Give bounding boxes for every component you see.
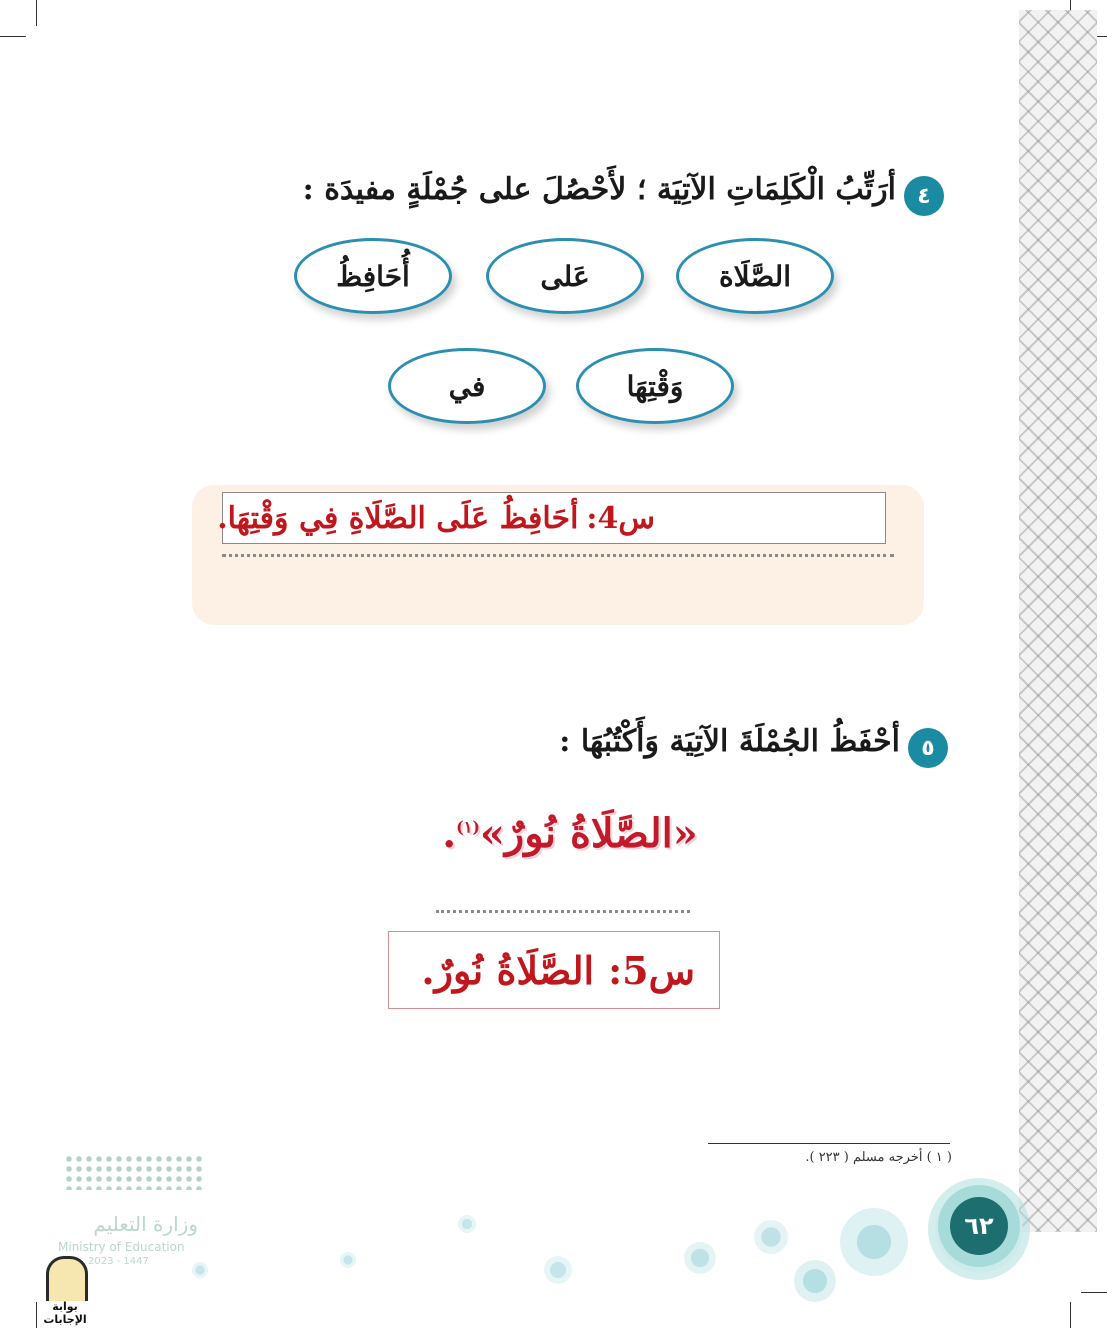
word-bubble-5: في bbox=[388, 348, 546, 424]
hadith-end: . bbox=[442, 810, 457, 857]
word-bubble-4: وَقْتِهَا bbox=[576, 348, 734, 424]
answer-text-q5: الصَّلَاةُ نُورٌ. bbox=[421, 947, 595, 993]
crop-mark bbox=[36, 0, 37, 26]
crop-mark bbox=[1070, 1302, 1071, 1328]
ministry-name-en: Ministry of Education bbox=[58, 1240, 185, 1254]
question-5-instruction: أحْفَظُ الجُمْلَةَ الآتِيَة وَأَكْتُبُهَا : bbox=[559, 724, 900, 759]
flower-ornament-icon bbox=[684, 1242, 716, 1274]
answer-box-q4 bbox=[217, 492, 886, 544]
ministry-dots-icon bbox=[64, 1154, 204, 1190]
word-bubble-1: الصَّلَاة bbox=[676, 238, 834, 314]
hadith-text bbox=[420, 810, 720, 874]
ministry-name-ar: وزارة التعليم bbox=[93, 1212, 198, 1236]
side-pattern-border bbox=[1019, 10, 1097, 1232]
writing-line-q5 bbox=[436, 910, 690, 913]
footnote-reference: (١) bbox=[456, 817, 480, 837]
answer-box-q5 bbox=[388, 931, 720, 1009]
flower-ornament-icon bbox=[340, 1252, 356, 1268]
answer-label-q5: س5: bbox=[608, 947, 695, 993]
writing-line-q4 bbox=[222, 554, 894, 557]
flower-ornament-icon bbox=[840, 1208, 908, 1276]
arch-icon bbox=[46, 1256, 88, 1301]
question-4-instruction: أرَتِّبُ الْكَلِمَاتِ الآتِيَة ؛ لأَحْصُلَ على جُمْلَةٍ مفيدَة : bbox=[302, 172, 896, 207]
word-bubble-2: عَلى bbox=[486, 238, 644, 314]
answer-label-q4: س4: bbox=[586, 500, 655, 536]
page-number: ٦٢ bbox=[950, 1197, 1008, 1255]
flower-ornament-icon bbox=[794, 1260, 836, 1302]
footnote: ( ١ ) أخرجه مسلم ( ٢٢٣ ). bbox=[805, 1150, 952, 1165]
answer-text-q4: أحَافِظُ عَلَى الصَّلَاةِ فِي وَقْتِهَا. bbox=[217, 500, 579, 536]
ministry-year: 2023 - 1447 bbox=[88, 1256, 149, 1267]
crop-mark bbox=[1081, 1292, 1107, 1293]
crop-mark bbox=[0, 36, 26, 37]
flower-ornament-icon bbox=[754, 1220, 788, 1254]
word-bubble-3: أُحَافِظُ bbox=[294, 238, 452, 314]
hadith-quote: «الصَّلَاةُ نُورٌ» bbox=[479, 810, 698, 857]
question-4-number-badge: ٤ bbox=[904, 176, 944, 216]
watermark-text: بوابة الإجابات bbox=[43, 1300, 87, 1326]
footnote-divider bbox=[708, 1143, 950, 1144]
watermark-logo bbox=[30, 1256, 100, 1326]
flower-ornament-icon bbox=[544, 1256, 572, 1284]
question-5-number-badge: ٥ bbox=[908, 728, 948, 768]
flower-ornament-icon bbox=[458, 1215, 476, 1233]
